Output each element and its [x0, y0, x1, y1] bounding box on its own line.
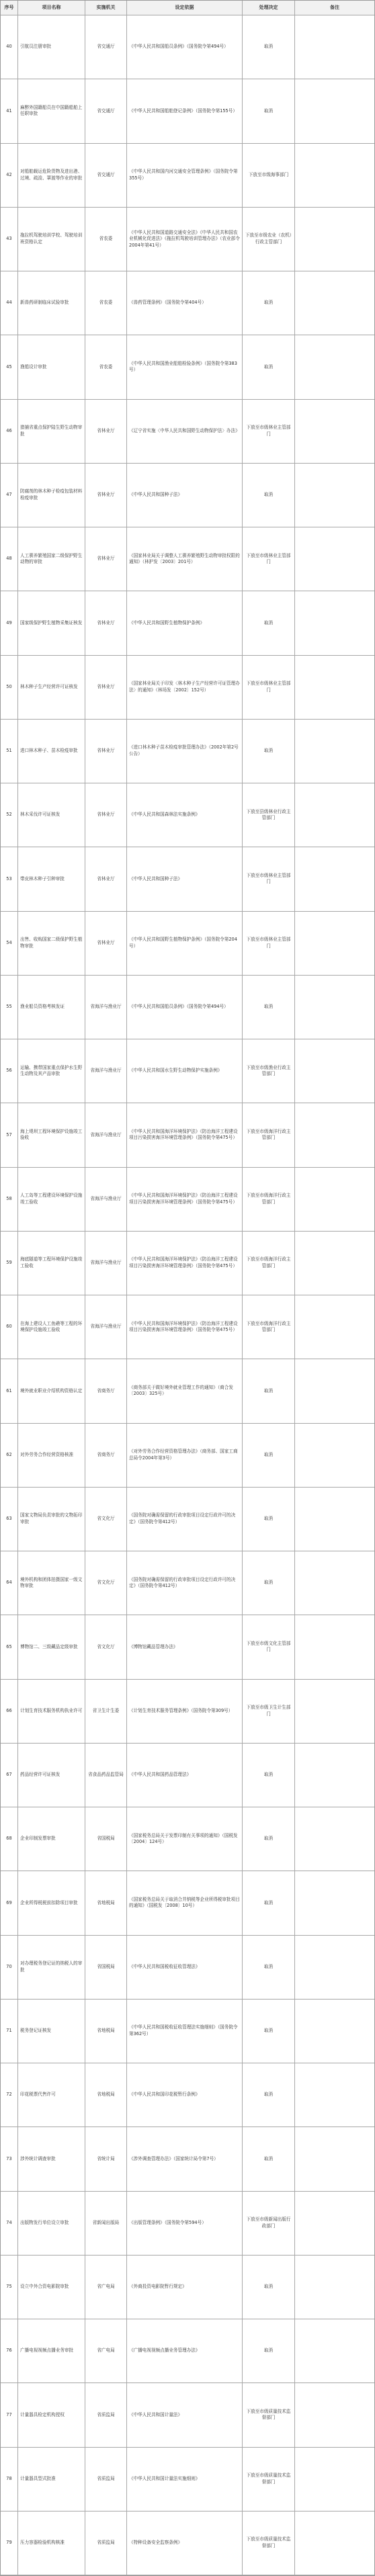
decision-cell: 取消 [243, 2319, 295, 2382]
legal-basis-cell: 《中华人民共和国种子法》 [127, 464, 243, 527]
item-name-cell: 猎捕省重点保护陆生野生动物审批 [18, 400, 85, 463]
item-name-cell: 印花税票代售许可 [18, 2063, 85, 2127]
agency-cell: 省林业厅 [85, 720, 127, 783]
header-legal-basis: 设定依据 [127, 1, 243, 15]
legal-basis-cell: 《涉外调查管理办法》（国家统计局令第7号） [127, 2127, 243, 2190]
table-row [1, 1488, 374, 1551]
decision-cell: 取消 [243, 79, 295, 142]
remarks-cell [295, 15, 374, 79]
serial-number-cell: 47 [1, 464, 18, 527]
remarks-cell [295, 1807, 374, 1871]
legal-basis-cell: 《中华人民共和国海洋环境保护法》《防治海洋工程建设项目污染损害海洋环境管理条例》（国务院令第475号） [127, 1103, 243, 1166]
serial-number-cell: 51 [1, 720, 18, 783]
legal-basis-cell: 《中华人民共和国税收征收管理法实施细则》（国务院令第362号） [127, 2000, 243, 2063]
legal-basis-cell: 《中华人民共和国道路交通安全法》《中华人民共和国农业机械化促进法》《拖拉机驾驶培训管理办法》（农业部令2004年第41号） [127, 208, 243, 271]
agency-cell: 省交通厅 [85, 144, 127, 207]
item-name-cell: 国家文物局负责审批的文物拓印审批 [18, 1488, 85, 1551]
table-row [1, 2511, 374, 2575]
table-row [1, 976, 374, 1039]
serial-number-cell: 71 [1, 2000, 18, 2063]
table-row [1, 912, 374, 976]
legal-basis-cell: 《中华人民共和国船员条例》（国务院令第494号） [127, 15, 243, 79]
remarks-cell [295, 1936, 374, 1999]
serial-number-cell: 66 [1, 1680, 18, 1743]
decision-cell: 取消 [243, 2256, 295, 2319]
table-row [1, 1615, 374, 1679]
decision-cell: 取消 [243, 2000, 295, 2063]
serial-number-cell: 64 [1, 1551, 18, 1615]
remarks-cell [295, 527, 374, 591]
item-name-cell: 海上堤坝工程环境保护设施竣工验收 [18, 1103, 85, 1166]
serial-number-cell: 73 [1, 2127, 18, 2190]
legal-basis-cell: 《兽药管理条例》（国务院令第404号） [127, 271, 243, 335]
decision-cell: 下放至市级林业主管部门 [243, 656, 295, 719]
decision-cell: 下放至市级林业主管部门 [243, 400, 295, 463]
legal-basis-cell: 《特种设备安全监察条例》 [127, 2511, 243, 2575]
agency-cell: 省质监局 [85, 2383, 127, 2446]
table-row [1, 144, 374, 208]
decision-cell: 下放至市级海洋行政主管部门 [243, 1103, 295, 1166]
serial-number-cell: 43 [1, 208, 18, 271]
item-name-cell: 对船舶载运危险货物及进出港、过境、疏浚、罩渡等作业的审批 [18, 144, 85, 207]
table-row [1, 15, 374, 79]
legal-basis-cell: 《国务院对确需保留的行政审批项目设定行政许可的决定》（国务院令第412号） [127, 1551, 243, 1615]
serial-number-cell: 42 [1, 144, 18, 207]
remarks-cell [295, 1551, 374, 1615]
legal-basis-cell: 《中华人民共和国内河交通安全管理条例》（国务院令第355号） [127, 144, 243, 207]
table-row [1, 1551, 374, 1615]
legal-basis-cell: 《中华人民共和国种子法》 [127, 847, 243, 910]
decision-cell: 下放至市级农业（农机）行政主管部门 [243, 208, 295, 271]
serial-number-cell: 53 [1, 847, 18, 910]
item-name-cell: 国家级保护野生植物采集证核发 [18, 591, 85, 654]
agency-cell: 省交通厅 [85, 79, 127, 142]
item-name-cell: 对外劳务合作经营资格核准 [18, 1424, 85, 1487]
legal-basis-cell: 《中华人民共和国计量法实施细则》 [127, 2448, 243, 2511]
agency-cell: 省林业厅 [85, 400, 127, 463]
table-row [1, 2383, 374, 2447]
table-row [1, 2063, 374, 2127]
remarks-cell [295, 1359, 374, 1422]
remarks-cell [295, 2192, 374, 2255]
remarks-cell [295, 656, 374, 719]
table-row [1, 2000, 374, 2063]
agency-cell: 省地税局 [85, 1871, 127, 1934]
table-row [1, 783, 374, 847]
remarks-cell [295, 1295, 374, 1359]
item-name-cell: 计量器具检定机构授权 [18, 2383, 85, 2446]
legal-basis-cell: 《广播电视视频点播业务管理办法》 [127, 2319, 243, 2382]
item-name-cell: 人工岛等工程建设环境保护设施竣工验收 [18, 1168, 85, 1231]
item-name-cell: 麻醉外国籍船员在中国籍船舶上任职审批 [18, 79, 85, 142]
table-row [1, 2448, 374, 2511]
table-row [1, 2127, 374, 2191]
decision-cell: 取消 [243, 2063, 295, 2127]
remarks-cell [295, 1744, 374, 1807]
item-name-cell: 广播电视视频点播业务审批 [18, 2319, 85, 2382]
serial-number-cell: 59 [1, 1232, 18, 1295]
decision-cell: 取消 [243, 1744, 295, 1807]
item-name-cell: 境外机构和团体拍摄国家一级文物审批 [18, 1551, 85, 1615]
table-row [1, 1680, 374, 1744]
agency-cell: 省地税局 [85, 2063, 127, 2127]
item-name-cell: 境外就业职业介绍机构资格认定 [18, 1359, 85, 1422]
remarks-cell [295, 1232, 374, 1295]
item-name-cell: 拖拉机驾驶培训学校、驾驶培训班资格认定 [18, 208, 85, 271]
table-row [1, 1807, 374, 1871]
item-name-cell: 人工驯养繁殖国家二级保护野生动物的审批 [18, 527, 85, 591]
remarks-cell [295, 2127, 374, 2190]
remarks-cell [295, 144, 374, 207]
agency-cell: 省广电局 [85, 2256, 127, 2319]
decision-cell: 下放至市级文化主管部门 [243, 1615, 295, 1678]
decision-cell: 取消 [243, 335, 295, 398]
table-row [1, 1103, 374, 1167]
item-name-cell: 在海上建设人工鱼礁等工程的环境保护设施竣工验收 [18, 1295, 85, 1359]
decision-cell: 取消 [243, 1488, 295, 1551]
decision-cell: 下放至市级渔业行政主管部门 [243, 1039, 295, 1103]
serial-number-cell: 67 [1, 1744, 18, 1807]
header-remarks: 备注 [330, 4, 339, 10]
remarks-cell [295, 2448, 374, 2511]
header-decision: 处理决定 [243, 1, 295, 15]
decision-cell: 下放至市级林业主管部门 [243, 847, 295, 910]
serial-number-cell: 54 [1, 912, 18, 975]
agency-cell: 省林业厅 [85, 591, 127, 654]
table-row [1, 1295, 374, 1359]
remarks-cell [295, 208, 374, 271]
legal-basis-cell: 《中华人民共和国野生植物保护条例》（国务院令第204号） [127, 912, 243, 975]
legal-basis-cell: 《中华人民共和国渔业船舶检验条例》（国务院令第383号） [127, 335, 243, 398]
legal-basis-cell: 《中华人民共和国药品管理法》 [127, 1744, 243, 1807]
table-row [1, 1232, 374, 1295]
serial-number-cell: 72 [1, 2063, 18, 2127]
item-name-cell: 企业印制发票审批 [18, 1807, 85, 1871]
serial-number-cell: 45 [1, 335, 18, 398]
serial-number-cell: 68 [1, 1807, 18, 1871]
table-row [1, 271, 374, 335]
table-row [1, 335, 374, 399]
serial-number-cell: 40 [1, 15, 18, 79]
table-row [1, 2256, 374, 2319]
agency-cell: 省林业厅 [85, 912, 127, 975]
table-row [1, 2192, 374, 2256]
serial-number-cell: 69 [1, 1871, 18, 1934]
table-row [1, 464, 374, 527]
agency-cell: 省质监局 [85, 2511, 127, 2575]
item-name-cell: 运输、携带国家重点保护水生野生动物及其产品审批 [18, 1039, 85, 1103]
table-row [1, 1359, 374, 1423]
serial-number-cell: 57 [1, 1103, 18, 1166]
remarks-cell [295, 2256, 374, 2319]
decision-cell: 下放至市级海洋行政主管部门 [243, 1295, 295, 1359]
item-name-cell: 林木采伐许可证核发 [18, 783, 85, 847]
serial-number-cell: 70 [1, 1936, 18, 1999]
serial-number-cell: 65 [1, 1615, 18, 1678]
legal-basis-cell: 《对外劳务合作经营资格管理办法》（商务部、国家工商总局令2004年第3号） [127, 1424, 243, 1487]
decision-cell: 下放至市级海洋行政主管部门 [243, 1232, 295, 1295]
remarks-cell [295, 1680, 374, 1743]
decision-cell: 下放至市级海事部门 [243, 144, 295, 207]
decision-cell: 下放至市级卫生计生部门 [243, 1680, 295, 1743]
header-implementing-agency: 实施机关 [85, 1, 127, 15]
agency-cell: 省农委 [85, 335, 127, 398]
decision-cell: 取消 [243, 2127, 295, 2190]
agency-cell: 省林业厅 [85, 656, 127, 719]
decision-cell: 下放至市级新闻出版行政部门 [243, 2192, 295, 2255]
agency-cell: 省海洋与渔业厅 [85, 1295, 127, 1359]
serial-number-cell: 56 [1, 1039, 18, 1103]
remarks-cell [295, 591, 374, 654]
item-name-cell: 出版物发行单位设立审批 [18, 2192, 85, 2255]
serial-number-cell: 55 [1, 976, 18, 1039]
remarks-cell [295, 335, 374, 398]
remarks-cell [295, 2383, 374, 2446]
legal-basis-cell: 《中华人民共和国水生野生动物保护实施条例》 [127, 1039, 243, 1103]
legal-basis-cell: 《商务部关于做好境外就业管理工作的通知》（商合发〔2003〕325号） [127, 1359, 243, 1422]
remarks-cell [295, 2511, 374, 2575]
header-serial-number: 序号 [1, 1, 18, 15]
item-name-cell: 对办理税务登记证的纳税人的审批 [18, 1936, 85, 1999]
table-row [1, 208, 374, 271]
agency-cell: 省林业厅 [85, 464, 127, 527]
decision-cell: 取消 [243, 15, 295, 79]
decision-cell: 取消 [243, 1359, 295, 1422]
remarks-cell [295, 976, 374, 1039]
legal-basis-cell: 《出版管理条例》（国务院令第594号） [127, 2192, 243, 2255]
agency-cell: 省农委 [85, 271, 127, 335]
remarks-cell [295, 2000, 374, 2063]
legal-basis-cell: 《计划生育技术服务管理条例》（国务院令第309号） [127, 1680, 243, 1743]
table-row [1, 79, 374, 143]
agency-cell: 省农委 [85, 208, 127, 271]
decision-cell: 下放至市级海洋行政主管部门 [243, 1168, 295, 1231]
remarks-cell [295, 720, 374, 783]
legal-basis-cell: 《中华人民共和国海洋环境保护法》《防治海洋工程建设项目污染损害海洋环境管理条例》（国务院令第475号） [127, 1295, 243, 1359]
table-row [1, 1871, 374, 1935]
item-name-cell: 带皮林木种子引种审批 [18, 847, 85, 910]
remarks-cell [295, 1039, 374, 1103]
agency-cell: 省商务厅 [85, 1424, 127, 1487]
remarks-cell [295, 1424, 374, 1487]
agency-cell: 省海洋与渔业厅 [85, 1039, 127, 1103]
remarks-cell [295, 400, 374, 463]
table-row [1, 527, 374, 591]
serial-number-cell: 46 [1, 400, 18, 463]
item-name-cell: 林木种子生产经营许可证核发 [18, 656, 85, 719]
serial-number-cell: 76 [1, 2319, 18, 2382]
remarks-cell [295, 271, 374, 335]
item-name-cell: 渔船设计审批 [18, 335, 85, 398]
agency-cell: 省林业厅 [85, 527, 127, 591]
decision-cell: 取消 [243, 1551, 295, 1615]
agency-cell: 省海洋与渔业厅 [85, 1232, 127, 1295]
remarks-cell [295, 464, 374, 527]
legal-basis-cell: 《国家税务总局关于取消合并纳税等企业所得税审批项目的通知》（国税发〔2008〕10号） [127, 1871, 243, 1934]
legal-basis-cell: 《博物馆藏品管理办法》 [127, 1615, 243, 1678]
remarks-cell [295, 2063, 374, 2127]
legal-basis-cell: 《中华人民共和国印花税暂行条例》 [127, 2063, 243, 2127]
remarks-cell [295, 1168, 374, 1231]
item-name-cell: 出售、收购国家二级保护野生植物审批 [18, 912, 85, 975]
remarks-cell [295, 1488, 374, 1551]
legal-basis-cell: 《辽宁省实施〈中华人民共和国野生动物保护法〉办法》 [127, 400, 243, 463]
agency-cell: 省地税局 [85, 2000, 127, 2063]
table-row [1, 656, 374, 720]
item-name-cell: 涉外统计调查审批 [18, 2127, 85, 2190]
table-row [1, 1039, 374, 1103]
agency-cell: 省交通厅 [85, 15, 127, 79]
legal-basis-cell: 《国家林业局关于印发〈林木种子生产经营许可证管理办法〉的通知》（林场发〔2002〕152号） [127, 656, 243, 719]
item-name-cell: 压力容器检验机构核准 [18, 2511, 85, 2575]
legal-basis-cell: 《中华人民共和国海洋环境保护法》《防治海洋工程建设项目污染损害海洋环境管理条例》（国务院令第475号） [127, 1168, 243, 1231]
agency-cell: 省国税局 [85, 1807, 127, 1871]
remarks-cell [295, 783, 374, 847]
table-row [1, 1424, 374, 1488]
serial-number-cell: 44 [1, 271, 18, 335]
item-name-cell: 博物馆二、三级藏品定级审批 [18, 1615, 85, 1678]
item-name-cell: 药品经营许可证核发 [18, 1744, 85, 1807]
decision-cell: 下放至市级质量技术监督部门 [243, 2448, 295, 2511]
agency-cell: 省卫生计生委 [85, 1680, 127, 1743]
table-row [1, 591, 374, 655]
item-name-cell: 税务登记证核发 [18, 2000, 85, 2063]
decision-cell: 取消 [243, 271, 295, 335]
agency-cell: 省林业厅 [85, 783, 127, 847]
remarks-cell [295, 79, 374, 142]
legal-basis-cell: 《国家税务总局关于发票印制有关事项的通知》（国税发〔2004〕124号） [127, 1807, 243, 1871]
agency-cell: 省统计局 [85, 2127, 127, 2190]
serial-number-cell: 52 [1, 783, 18, 847]
table-header-row [1, 1, 374, 15]
legal-basis-cell: 《中华人民共和国野生植物保护条例》 [127, 591, 243, 654]
decision-cell: 下放至市级质量技术监督部门 [243, 2383, 295, 2446]
legal-basis-cell: 《中华人民共和国森林法实施条例》 [127, 783, 243, 847]
agency-cell: 省新闻出版局 [85, 2192, 127, 2255]
serial-number-cell: 75 [1, 2256, 18, 2319]
table-row [1, 1168, 374, 1232]
serial-number-cell: 58 [1, 1168, 18, 1231]
agency-cell: 省林业厅 [85, 847, 127, 910]
agency-cell: 省文化厅 [85, 1615, 127, 1678]
table-row [1, 400, 374, 464]
legal-basis-cell: 《中华人民共和国船员条例》（国务院令第494号） [127, 976, 243, 1039]
agency-cell: 省海洋与渔业厅 [85, 976, 127, 1039]
agency-cell: 省海洋与渔业厅 [85, 1168, 127, 1231]
agency-cell: 省文化厅 [85, 1488, 127, 1551]
agency-cell: 省国税局 [85, 1936, 127, 1999]
item-name-cell: 计量器具型式批准 [18, 2448, 85, 2511]
remarks-cell [295, 2319, 374, 2382]
decision-cell: 取消 [243, 464, 295, 527]
serial-number-cell: 62 [1, 1424, 18, 1487]
decision-cell: 下放至县级林业行政主管部门 [243, 783, 295, 847]
header-item-name: 项目名称 [18, 1, 85, 15]
item-name-cell: 防腐剂的林木种子检疫包装材料检疫审批 [18, 464, 85, 527]
legal-basis-cell: 《外商投资电影院暂行规定》 [127, 2256, 243, 2319]
agency-cell: 省商务厅 [85, 1359, 127, 1422]
serial-number-cell: 48 [1, 527, 18, 591]
serial-number-cell: 49 [1, 591, 18, 654]
remarks-cell [295, 1103, 374, 1166]
agency-cell: 省质监局 [85, 2448, 127, 2511]
decision-cell: 取消 [243, 720, 295, 783]
remarks-cell [295, 1615, 374, 1678]
table-row [1, 1936, 374, 2000]
serial-number-cell: 63 [1, 1488, 18, 1551]
serial-number-cell: 61 [1, 1359, 18, 1422]
serial-number-cell: 41 [1, 79, 18, 142]
legal-basis-cell: 《进口林木种子苗木检疫审批管理办法》（2002年第2号公告） [127, 720, 243, 783]
decision-cell: 下放至市级质量技术监督部门 [243, 2511, 295, 2575]
legal-basis-cell: 《国家林业局关于调整人工驯养繁殖野生动物审批权限的通知》（林护发〔2003〕201号） [127, 527, 243, 591]
serial-number-cell: 79 [1, 2511, 18, 2575]
agency-cell: 省食品药品监管局 [85, 1744, 127, 1807]
table-row [1, 1744, 374, 1807]
agency-cell: 省广电局 [85, 2319, 127, 2382]
table-row [1, 2319, 374, 2383]
agency-cell: 省海洋与渔业厅 [85, 1103, 127, 1166]
table-row [1, 720, 374, 783]
decision-cell: 下放至市级林业主管部门 [243, 527, 295, 591]
decision-cell: 下放至市级林业主管部门 [243, 912, 295, 975]
item-name-cell: 渔业船员资格考核发证 [18, 976, 85, 1039]
remarks-cell [295, 912, 374, 975]
item-name-cell: 海底隧道等工程环境保护设施竣工验收 [18, 1232, 85, 1295]
decision-cell: 取消 [243, 591, 295, 654]
legal-basis-cell: 《中华人民共和国海洋环境保护法》《防治海洋工程建设项目污染损害海洋环境管理条例》（国务院令第475号） [127, 1232, 243, 1295]
decision-cell: 取消 [243, 976, 295, 1039]
serial-number-cell: 78 [1, 2448, 18, 2511]
legal-basis-cell: 《国务院对确需保留的行政审批项目设定行政许可的决定》（国务院令第412号） [127, 1488, 243, 1551]
decision-cell: 取消 [243, 1871, 295, 1934]
serial-number-cell: 77 [1, 2383, 18, 2446]
remarks-cell [295, 847, 374, 910]
item-name-cell: 进口林木种子、苗木检疫审批 [18, 720, 85, 783]
item-name-cell: 新兽药研制临床试验审批 [18, 271, 85, 335]
item-name-cell: 引航员注册审批 [18, 15, 85, 79]
decision-cell: 取消 [243, 1424, 295, 1487]
serial-number-cell: 74 [1, 2192, 18, 2255]
legal-basis-cell: 《中华人民共和国计量法》 [127, 2383, 243, 2446]
decision-cell: 取消 [243, 1807, 295, 1871]
item-name-cell: 企业所得税税前扣除项目审批 [18, 1871, 85, 1934]
item-name-cell: 设立中外合资电影院审批 [18, 2256, 85, 2319]
item-name-cell: 计划生育技术服务机构执业许可 [18, 1680, 85, 1743]
remarks-cell [295, 1871, 374, 1934]
decision-cell: 取消 [243, 1936, 295, 1999]
table-row [1, 847, 374, 911]
legal-basis-cell: 《中华人民共和国船舶登记条例》（国务院令第155号） [127, 79, 243, 142]
serial-number-cell: 60 [1, 1295, 18, 1359]
legal-basis-cell: 《中华人民共和国税收征收管理法》 [127, 1936, 243, 1999]
agency-cell: 省文化厅 [85, 1551, 127, 1615]
serial-number-cell: 50 [1, 656, 18, 719]
